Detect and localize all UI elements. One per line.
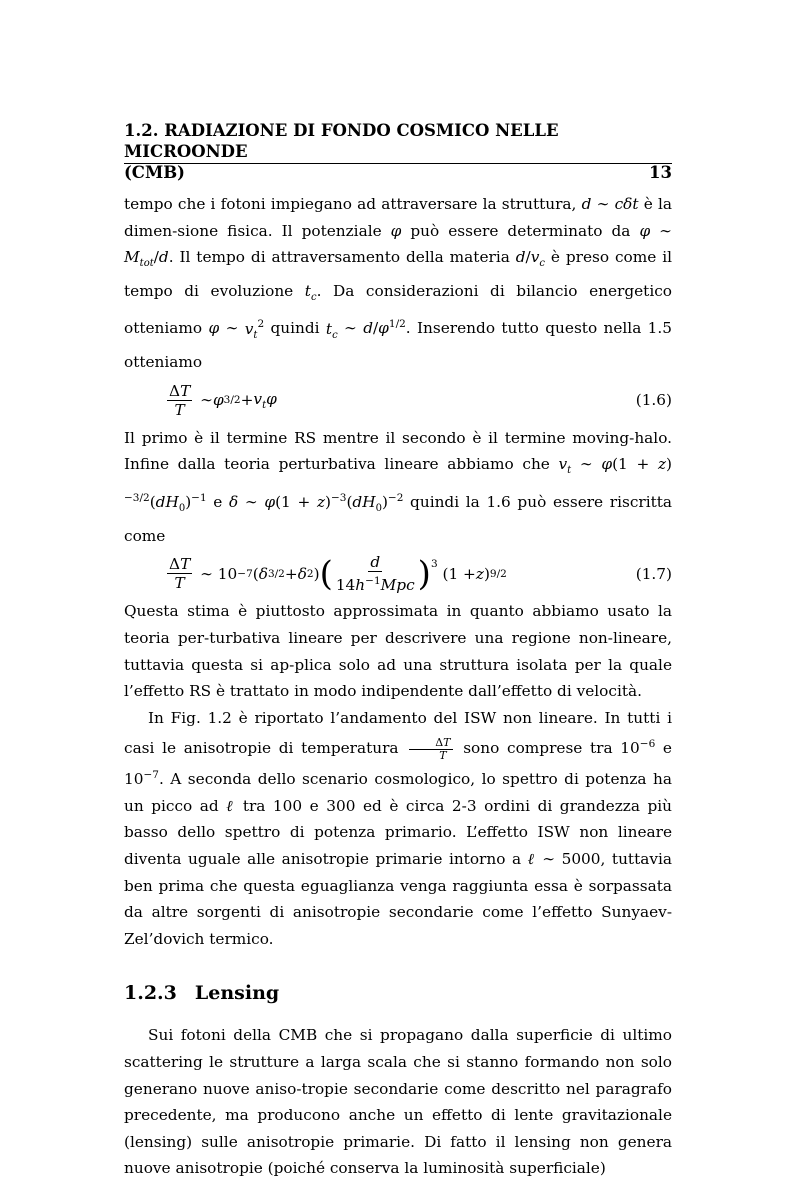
page-number: 13 [649,163,672,182]
paragraph-2: Il primo è il termine RS mentre il secondo è il termine moving-halo. Infine dalla teoria perturbativa lineare abbiamo che $v_t$ ∼ $\varphi(1 + z)^{-3/2}(dH_0)^{-1}$ e δ ∼ $\varphi(1 + z)^{-3}(dH_0)^{-2}$ quindi la 1.6 può essere riscritta come [124,428,673,545]
section-number: 1.2.3 [124,982,177,1005]
section-title: Lensing [194,982,280,1005]
page-body [124,191,672,1182]
equation-number: (1.7) [635,564,672,583]
equation-1-7 [124,553,672,594]
paragraph-5: Sui fotoni della CMB che si propagano dalla superficie di ultimo scattering le strutture a larga scala che si stanno formando non solo generano nuove aniso-tropie secondarie come descritto nel paragrafo precedente, ma producono anche un effetto di lente gravitazionale (lensing) sulle anisotropie primarie. Di fatto il lensing non genera nuove anisotropie (poiché conserva la luminosità superficiale) [124,1026,672,1178]
header-rule [124,163,672,164]
equation-1-6-body: $\frac{\Delta T}{T}$ ∼ φ 3/2 + $v_t\varphi$ [169,381,277,419]
paragraph-3: Questa stima è piuttosto approssimata in quanto abbiamo usato la teoria per-turbativa lineare per descrivere una regione non-lineare, tuttavia questa si ap-plica solo ad una struttura isolata per la quale l’effetto RS è trattato in modo indipendente dall’effetto di velocità. [124,602,672,701]
header-title-line1: 1.2. RADIAZIONE DI FONDO COSMICO NELLE MICROONDE [124,121,559,161]
paragraph-4: In Fig. 1.2 è riportato l’andamento del ISW non lineare. In tutti i casi le anisotropie di temperatura $\frac{\Delta T}{T}$ sono comprese tra $10^{-6}$ e $10^{-7}$. A seconda dello scenario cosmologico, lo spettro di potenza ha un picco ad ℓ tra 100 e 300 ed è circa 2-3 ordini di grandezza più basso dello spettro di potenza primario. L’effetto ISW non lineare diventa uguale alle anisotropie primarie intorno a ℓ ∼ 5000, tuttavia ben prima che questa eguaglianza venga raggiunta essa è sorpassata da altre sorgenti di anisotropie secondarie come l’effetto Sunyaev-Zel’dovich termico. [124,708,673,948]
equation-1-6 [124,382,672,419]
paragraph-1: tempo che i fotoni impiegano ad attraversare la struttura, d ∼ cδt è la dimen-sione fisica. Il potenziale φ può essere determinato da φ ∼ $M_{tot}/d$. Il tempo di attraversamento della materia $d/v_c$ è preso come il tempo di evoluzione $t_c$. Da considerazioni di bilancio energetico otteniamo φ ∼ $v_t^2$ quindi $t_c$ ∼ $d/\varphi^{1/2}$. Inserendo tutto questo nella 1.5 otteniamo [124,195,673,372]
running-header [124,120,672,183]
section-heading [124,982,672,1004]
equation-1-7-body: $\frac{\Delta T}{T}$ ∼ 10 −7 ( δ 3/2 + δ 2 ) ( $\frac{d}{14h^{-1}Mpc}$ ) $^3$ (1 + z ) 9/2 [169,553,507,595]
header-title-line2: (CMB) [124,163,185,182]
equation-number: (1.6) [635,391,672,410]
